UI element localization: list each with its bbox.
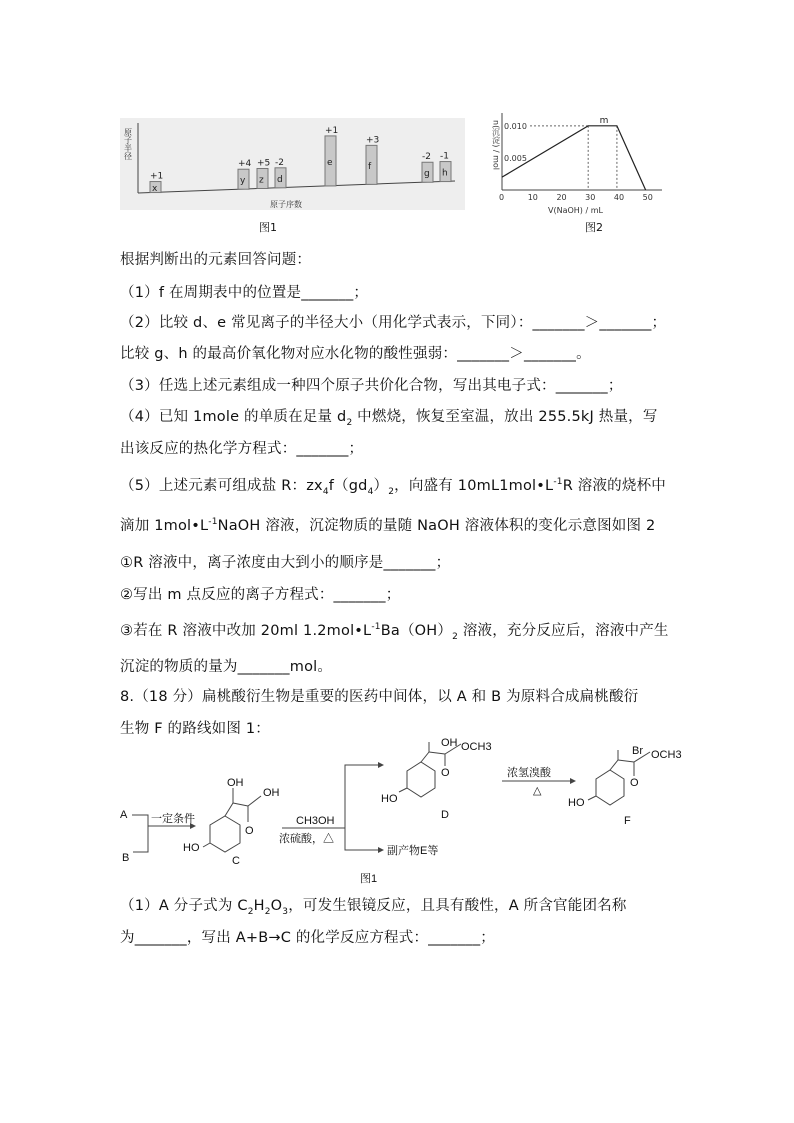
fig1-xlabel: 原子序数 — [270, 200, 302, 209]
q2a-line: （2）比较 d、e 常见离子的半径大小（用化学式表示，下同）：_______＞_______； — [120, 315, 667, 331]
q5e-line: ③若在 R 溶液中改加 20ml $1.2mol•L^{-1}Ba(OH)_2$ 溶液，充分反应后，溶液中产生 — [120, 622, 669, 642]
x-tick-50: 50 — [642, 193, 653, 202]
q8c1-line: （1）A 分子式为 $C_2H_2O_3$，可发生银镜反应，且具有酸性，A 所含官能团名称 — [120, 898, 627, 917]
q5a-line: （5）上述元素可组成盐 R：$zx_4f(gd_4)_2$，向盛有 $10mL1mol•L^{-1}R$ 溶液的烧杯中 — [120, 477, 666, 497]
D-och3-text: OCH3 — [461, 741, 492, 753]
intro-line: 根据判断出的元素回答问题： — [120, 252, 312, 268]
fig2-caption: 图2 — [585, 221, 603, 234]
label-A: A — [120, 809, 128, 821]
bar-letter-z: z — [259, 175, 264, 186]
F-br-text: Br — [632, 745, 643, 757]
x-tick-30: 30 — [585, 193, 596, 202]
q2b-line: 比较 g、h 的最高价氧化物对应水化物的酸性强弱：_______＞_______。 — [120, 346, 591, 362]
figure-2 — [492, 108, 667, 216]
cond-1: 一定条件 — [151, 813, 195, 825]
C-o-text: O — [245, 825, 254, 837]
D-ho-text: HO — [381, 793, 398, 805]
C-oh-text: OH — [227, 777, 244, 789]
fig2-ylabel: n(沉淀) / mol — [492, 120, 501, 171]
figure-1 — [120, 118, 465, 210]
q8b-line: 生物 F 的路线如图 1： — [120, 721, 270, 737]
F-och3-text: OCH3 — [651, 749, 682, 761]
D-oh-text: OH — [441, 737, 458, 749]
scheme-caption: 图1 — [360, 873, 378, 885]
bar-letter-f: f — [368, 161, 372, 172]
q4b-line: 出该反应的热化学方程式：_______； — [120, 441, 364, 457]
F-o-text: O — [630, 777, 639, 789]
bar-charge-x: +1 — [150, 171, 164, 182]
C-ho-text: HO — [183, 842, 200, 854]
x-tick-40: 40 — [613, 193, 625, 202]
label-D: D — [441, 809, 449, 821]
compound-D — [381, 737, 492, 821]
bar-charge-z: +5 — [257, 158, 271, 169]
bar-letter-y: y — [240, 176, 246, 187]
q5c-line: ①R 溶液中，离子浓度由大到小的顺序是_______； — [120, 555, 451, 571]
fig2-xlabel: V(NaOH) / mL — [548, 206, 603, 215]
q1-line: （1）f 在周期表中的位置是_______； — [120, 285, 369, 301]
q8c2-line: 为_______，写出 A+B→C 的化学反应方程式：_______； — [120, 930, 496, 946]
C-acid-oh-text: OH — [263, 787, 280, 799]
byproduct-label: 副产物E等 — [387, 845, 439, 857]
bar-charge-y: +4 — [238, 159, 252, 170]
reagent-bottom: 浓硫酸，△ — [279, 833, 334, 845]
bar-charge-f: +3 — [366, 135, 380, 146]
bar-letter-d: d — [277, 174, 283, 185]
fig1-caption: 图1 — [259, 221, 277, 234]
label-C: C — [232, 855, 240, 867]
q8a-line: 8.（18 分）扁桃酸衍生物是重要的医药中间体，以 A 和 B 为原料合成扁桃酸衍 — [120, 689, 639, 705]
bar-letter-e: e — [327, 157, 333, 168]
scheme-svg — [115, 736, 695, 886]
reaction-scheme — [115, 736, 695, 886]
fig1-ylabel: 原子半径 — [123, 128, 133, 160]
cond-3-top: 浓氢溴酸 — [507, 767, 551, 779]
compound-F — [568, 745, 682, 827]
q5f-line: 沉淀的物质的量为_______mol。 — [120, 659, 333, 675]
D-o-text: O — [441, 767, 450, 779]
compound-C — [183, 777, 280, 867]
bar-charge-e: +1 — [325, 125, 339, 136]
x-tick-10: 10 — [527, 193, 538, 202]
bar-charge-g: -2 — [422, 152, 431, 163]
y-tick-0.005: 0.005 — [504, 153, 527, 163]
y-tick-0.010: 0.010 — [504, 121, 527, 131]
label-B: B — [122, 852, 130, 864]
bar-letter-h: h — [442, 168, 448, 179]
F-ho-text: HO — [568, 797, 585, 809]
cond-3-bottom: △ — [533, 785, 542, 797]
atomic-radius-chart — [120, 118, 465, 210]
bar-charge-h: -1 — [440, 151, 449, 162]
precipitate-chart — [492, 108, 667, 216]
x-tick-20: 20 — [556, 193, 567, 202]
q3-line: （3）任选上述元素组成一种四个原子共价化合物，写出其电子式：_______； — [120, 378, 623, 394]
q4a-line: （4）已知 1mole 的单质在足量 $d_2$ 中燃烧，恢复至室温，放出 255.5kJ 热量，写 — [120, 409, 658, 428]
reagent-top: CH3OH — [296, 815, 335, 827]
q5b-line: 滴加 $1mol•L^{-1}NaOH$ 溶液，沉淀物质的量随 NaOH 溶液体积的变化示意图如图 2 — [120, 517, 656, 534]
x-tick-0: 0 — [499, 193, 505, 202]
point-m-label: m — [599, 115, 609, 126]
bar-letter-g: g — [424, 169, 430, 180]
bar-charge-d: -2 — [275, 157, 284, 168]
label-F: F — [624, 815, 631, 827]
q5d-line: ②写出 m 点反应的离子方程式：_______； — [120, 587, 401, 603]
bar-letter-x: x — [152, 184, 158, 195]
